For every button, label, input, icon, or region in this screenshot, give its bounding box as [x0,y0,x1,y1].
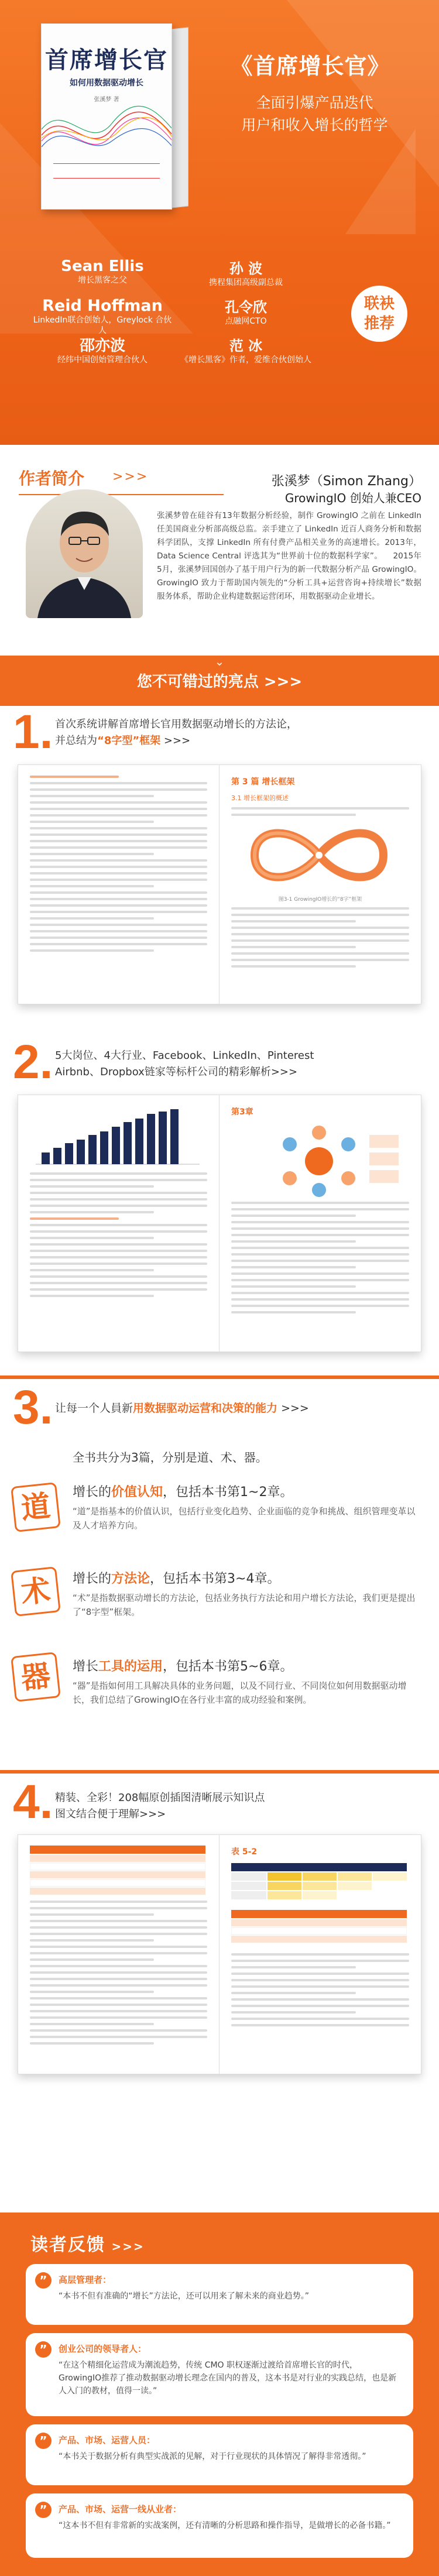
book-page-right [220,1835,421,2074]
part-description: “术”是指数据驱动增长的方法论，包括业务执行方法论和用户增长方法论，我们更是提出了“8字型”框架。 [73,1593,416,1617]
quote-icon: ” [35,2502,52,2518]
highlight-line: Airbnb、Dropbox链家等标杆公司的精彩解析>>> [55,1066,298,1078]
endorser [179,337,313,365]
highlight-number: 1. [13,705,53,759]
highlight-line: 5大岗位、4大行业、Facebook、LinkedIn、Pinterest [55,1049,314,1062]
quote-icon: ” [35,2272,52,2289]
review-body: “本书不但有准确的“增长”方法论，还可以用来了解未来的商业趋势。” [59,2292,310,2301]
divider [0,1376,439,1379]
endorser-role: 增长黑客之父 [78,276,127,285]
chevrons-right-icon: >>> [263,673,303,691]
book-author: 张溪梦 著 [94,97,119,103]
reviews-heading-text: 读者反馈 [30,2235,105,2255]
chevron-down-icon: ⌄ [214,654,225,668]
author-heading: 作者简介 [19,469,85,488]
endorser-role: LinkedIn联合创始人，Greylock 合伙人 [33,315,172,335]
endorser-name: 孙 波 [229,260,263,277]
book-band [53,163,160,179]
hero-title: 《首席增长官》 [230,53,390,79]
chevrons-right-icon: >>> [163,735,191,747]
book-spread-image [18,1834,421,2074]
endorser-role: 点融网CTO [225,317,267,326]
review-card [26,2264,413,2325]
highlight-line-part: 让每一个人員新 [55,1402,133,1415]
book-wave-graphic [42,100,172,164]
part-title-text: 增长 [73,1659,99,1674]
endorser-name: 范 冰 [229,338,263,354]
highlight-2 [0,1036,439,1370]
review-body: “本书关于数据分析有典型实战派的见解，对于行业现状的具体情况了解得非常透彻。” [59,2452,366,2461]
book-title: 首席增长官 [45,46,168,74]
chevrons-right-icon: >>> [112,469,149,484]
figure-eight-diagram [231,820,407,890]
endorser-role: 《增长黑客》作者，爱维合伙创始人 [180,355,311,365]
part-title-keyword: 工具的运用 [98,1659,163,1674]
review-card [26,2424,413,2485]
page-heading: 第3章 [231,1107,253,1117]
part-title-text: 增长的 [73,1485,112,1500]
highlight-3 [0,1381,439,1785]
highlight-line: 首次系统讲解首席增长官用数据驱动增长的方法论， [55,718,297,730]
dao-glyph: 道 [11,1482,61,1532]
highlight-keyword: 用数据驱动运营和决策的能力 [133,1402,278,1415]
table-illustration [30,1846,205,1898]
author-photo [26,489,143,618]
quote-icon: ” [35,2433,52,2449]
endorser [179,260,313,288]
highlight-number: 2. [13,1035,53,1089]
highlight-4 [0,1776,439,2209]
endorser [29,258,176,286]
book-front [41,23,172,210]
author-name: 张溪梦（Simon Zhang） [271,474,421,489]
review-card [26,2493,413,2558]
review-body: “这本书不但有非常新的实战案例，还有清晰的分析思路和操作指导，是做增长的必备书籍。” [59,2521,391,2530]
book-cover-image [41,23,181,210]
part-title-text: ，包括本书第5~6章。 [163,1659,293,1674]
part-description: “器”是指如何用工具解决具体的业务问题，以及不同行业、不同岗位如何用数据驱动增长，我们总结了GrowingIO在各行业丰富的成功经验和案例。 [73,1680,407,1705]
bar-chart-illustration [30,1106,205,1170]
highlight-line: 图文结合便于理解>>> [55,1808,166,1820]
book-page-left [18,1095,220,1352]
book-spine [171,27,188,208]
author-bio: 张溪梦曾在硅谷有13年数据分析经验，制作 GrowingIO 之前在 LinkedIn 任美国商业分析部高级总监。亲手建立了 LinkedIn 近百人商务分析和数据科学团队，支撑 LinkedIn 所有付费产品相关业务的高速增长。2013年，Data Science Central 评选其为“世界前十位的数据科学家”。 2015年5月，张溪梦回国创办了基于用户行为的新一代数据分析产品 GrowingIO。GrowingIO 致力于帮助国内领先的“分析工具+运营咨询+持续增长”数据服务体系，帮助企业构建数据运营闭环，用数据驱动企业增长。 [157,511,421,601]
endorser [29,337,176,365]
page-subheading: 3.1 增长框架的概述 [231,794,289,802]
part-title-text: ，包括本书第3~4章。 [150,1572,280,1586]
book-page-left [18,1835,220,2074]
heatmap-table-illustration [231,1863,407,1951]
highlight-keyword: “8字型”框架 [97,735,161,747]
page-heading: 表 5-2 [231,1847,258,1857]
endorser-name: Sean Ellis [61,258,144,275]
highlight-number: 3. [13,1381,53,1434]
author-section [0,445,439,656]
review-title: 产品、市场、运营一线从业者： [59,2504,182,2515]
part-title-text: ，包括本书第1~2章。 [163,1485,293,1500]
book-spread-image [18,1095,421,1352]
figure-caption: 图3-1 GrowingIO增长的“8字”框架 [278,897,362,903]
endorser [179,299,313,327]
chevrons-right-icon: >>> [111,2239,145,2253]
badge-line-2: 推荐 [363,315,395,332]
author-role: GrowingIO 创始人兼CEO [284,491,421,505]
review-title: 产品、市场、运营人员： [59,2435,156,2445]
hero-section [0,0,439,445]
quote-icon: ” [35,2341,52,2358]
highlights-title-text: 您不可错过的亮点 [136,673,259,691]
reader-reviews-section [0,2213,439,2576]
highlight-line: 精装、全彩！208幅原创插图清晰展示知识点 [55,1792,265,1804]
book-page-right [220,1095,421,1352]
part-title [73,1482,293,1500]
hero-tagline-2: 用户和收入增长的哲学 [241,116,388,133]
part-title [73,1569,280,1587]
endorser-role: 携程集团高级副总裁 [209,278,283,287]
shu-glyph: 术 [11,1566,61,1617]
highlight-text [55,1400,430,1416]
part-description: “道”是指基本的价值认识，包括行业变化趋势、企业面临的竞争和挑战、组织管理变革以及人才培养方向。 [73,1506,416,1531]
part-title-keyword: 价值认知 [111,1485,163,1500]
recommend-badge [351,286,407,342]
decor-triangle [345,129,416,234]
endorser-role: 经纬中国创始管理合伙人 [57,355,148,365]
highlight-text [55,1048,430,1081]
book-page-right [220,765,421,1004]
endorser [29,297,176,336]
endorser-name: 孔令欣 [225,299,267,315]
qi-glyph: 器 [11,1652,61,1702]
review-title: 高层管理者： [59,2275,112,2285]
book-page-left [18,765,220,1004]
endorser-name: 邵亦波 [79,337,125,355]
highlight-1 [0,706,439,1034]
badge-line-1: 联袂 [363,295,395,313]
highlights-banner [0,656,439,706]
highlight-line [55,733,430,749]
page-heading: 第 3 篇 增长框架 [231,777,295,787]
person-icon [26,489,143,618]
part-title [73,1656,293,1675]
review-body: “在这个精细化运营成为潮流趋势，传统 CMO 职权逐渐过渡给首席增长官的时代，GrowingIO推荐了推动数据驱动增长理念在国内的普及，这本书是对行业的实践总结，也是新人入门的教材，值得一读。” [59,2361,397,2396]
review-card [26,2333,413,2416]
review-title: 创业公司的领导者人： [59,2344,147,2354]
divider [0,1770,439,1774]
highlight-text [55,1790,430,1823]
part-title-keyword: 方法论 [111,1572,150,1586]
highlight-number: 4. [13,1775,53,1829]
book-subtitle: 如何用数据驱动增长 [70,78,143,88]
chevrons-right-icon: >>> [281,1402,309,1415]
highlights-title [0,670,439,691]
hero-tagline-1: 全面引爆产品迭代 [256,94,373,111]
part-title-text: 增长的 [73,1572,112,1586]
highlight-text [55,716,430,749]
book-spread-image [18,764,421,1004]
reviews-heading [30,2230,145,2256]
highlight-line-part: 并总结为 [55,735,97,747]
three-parts-intro: 全书共分为3篇，分别是道、术、器。 [73,1450,267,1464]
hub-diagram [231,1123,407,1199]
endorser-name: Reid Hoffman [42,297,163,315]
